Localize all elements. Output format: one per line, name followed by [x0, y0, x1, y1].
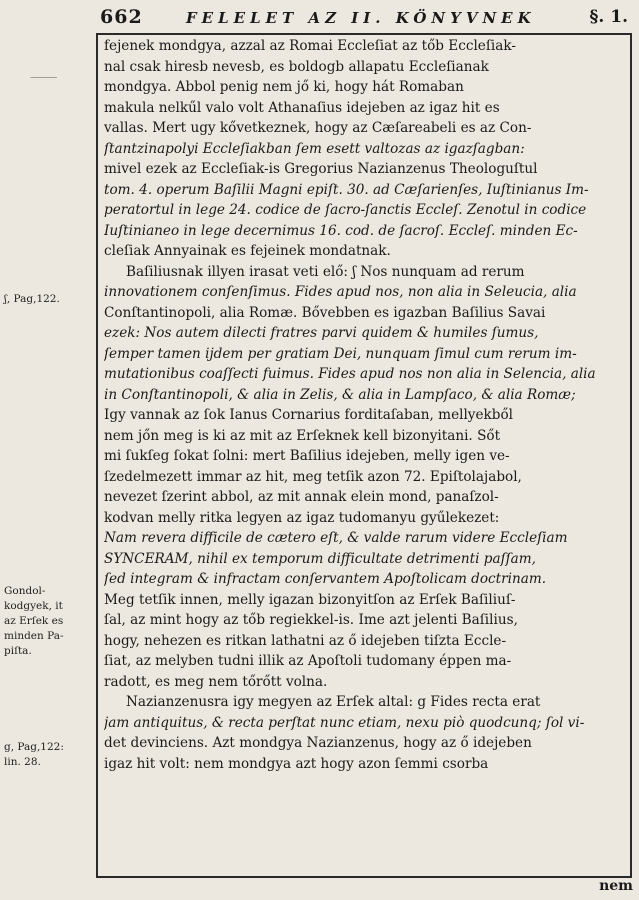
frame-rule-right — [630, 33, 632, 878]
text-line: Nazianzenusra igy megyen az Erſek altal: g Fides recta erat — [126, 694, 541, 710]
frame-rule-top — [96, 33, 632, 35]
text-line: Iuſtinianeo in lege decernimus 16. cod. de ſacroſ. Eccleſ. minden Ec- — [104, 222, 578, 239]
text-line: Baſiliusnak illyen irasat veti elő: ʃ Nos nunquam ad rerum — [126, 263, 525, 280]
text-line: nem jőn meg is ki az mit az Erſeknek kell bizonyitani. Sőt — [104, 427, 501, 444]
text-line: tom. 4. operum Baſilii Magni epiſt. 30. ad Cæſarienſes, Iuſtinianus Im- — [104, 181, 589, 198]
catchword: nem — [599, 878, 633, 894]
text-line: innovationem conſenſimus. Fides apud nos, non alia in Seleucia, alia — [104, 284, 577, 300]
page-number: 662 — [100, 6, 143, 28]
margin-note-ref-f: ʃ, Pag,122. — [4, 293, 60, 305]
text-line: Igy vannak az ſok Ianus Cornarius forditaſaban, mellyekből — [104, 407, 514, 423]
text-line: mi ſukſeg ſokat ſolni: mert Baſilius idejeben, melly igen ve- — [104, 448, 510, 464]
text-line: hogy, nehezen es ritkan lathatni az ő idejeben tiſzta Eccle- — [104, 632, 507, 649]
text-line: ſal, az mint hogy az tőb regiekkel-is. Ime azt jelenti Baſilius, — [104, 612, 518, 628]
text-line: Nam revera difficile de cætero eſt, & valde rarum videre Eccleſiam — [104, 530, 568, 546]
text-line: fejenek mondgya, azzal az Romai Eccleſiat az tőb Eccleſiak- — [104, 38, 516, 54]
frame-rule-left — [96, 33, 98, 878]
text-line: mutationibus coaſſecti fuimus. Fides apud nos non alia in Selencia, alia — [104, 366, 596, 382]
text-line: Conſtantinopoli, alia Romæ. Bővebben es igazban Baſilius Savai — [104, 304, 546, 321]
section-mark: §. 1. — [589, 7, 628, 27]
page-header — [100, 6, 632, 36]
text-line: mivel ezek az Eccleſiak-is Gregorius Nazianzenus Theologuſtul — [104, 161, 538, 177]
text-line: SYNCERAM, nihil ex temporum difficultate detrimenti paſſam, — [104, 550, 536, 567]
text-line: igaz hit volt: nem mondgya azt hogy azon ſemmi csorba — [104, 755, 489, 772]
text-line: Meg tetſik innen, melly igazan bizonyitſon az Erſek Baſiliuſ- — [104, 591, 516, 608]
running-title: FELELET AZ II. KÖNYVNEK — [186, 9, 536, 27]
text-line: mondgya. Abbol penig nem jő ki, hogy hát Romaban — [104, 79, 464, 95]
text-line: makula nelkűl valo volt Athanaſius idejeben az igaz hit es — [104, 99, 500, 116]
text-line: ſemper tamen ijdem per gratiam Dei, nunquam ſimul cum rerum im- — [104, 345, 577, 362]
text-line: ezek: Nos autem dilecti fratres parvi quidem & humiles ſumus, — [104, 325, 539, 341]
text-line: cleſiak Annyainak es fejeinek mondatnak. — [104, 243, 391, 259]
text-line: radott, es meg nem tőrőtt volna. — [104, 673, 328, 690]
text-line: ſed integram & infractam conſervantem Apoſtolicam doctrinam. — [104, 571, 547, 587]
text-line: nevezet ſzerint abbol, az mit annak elein mond, panaſzol- — [104, 489, 499, 505]
text-line: jam antiquitus, & recta perſtat nunc etiam, nexu piò quodcunq; ſol vi- — [104, 714, 585, 731]
text-line: nal csak hiresb nevesb, es boldogb allapatu Eccleſianak — [104, 58, 489, 75]
text-line: ſtantzinapolyi Eccleſiakban ſem esett valtozas az igazſagban: — [104, 140, 525, 157]
margin-note-gondolkodgyek: Gondol- kodgyek, it az Erſek es minden Pa- piſta. — [4, 585, 64, 657]
frame-rule-bottom — [96, 876, 632, 878]
text-line: in Conſtantinopoli, & alia in Zelis, & alia in Lampſaco, & alia Romæ; — [104, 386, 576, 403]
text-line: peratortul in lege 24. codice de ſacro-ſanctis Eccleſ. Zenotul in codice — [104, 202, 587, 218]
margin-note-ref-g: g, Pag,122: lin. 28. — [4, 741, 64, 768]
text-line: ſiat, az melyben tudni illik az Apoſtoli tudomany éppen ma- — [104, 653, 512, 669]
text-line: det devinciens. Azt mondgya Nazianzenus, hogy az ő idejeben — [104, 735, 532, 751]
text-line: ſzedelmezett immar az hit, meg tetſik azon 72. Epiſtolajabol, — [104, 468, 522, 485]
margin-smudge: ⸻ — [30, 70, 58, 83]
body-text — [104, 36, 628, 774]
text-line: kodvan melly ritka legyen az igaz tudomanyu gyűlekezet: — [104, 509, 500, 526]
text-line: vallas. Mert ugy kővetkeznek, hogy az Cæſareabeli es az Con- — [104, 120, 532, 136]
